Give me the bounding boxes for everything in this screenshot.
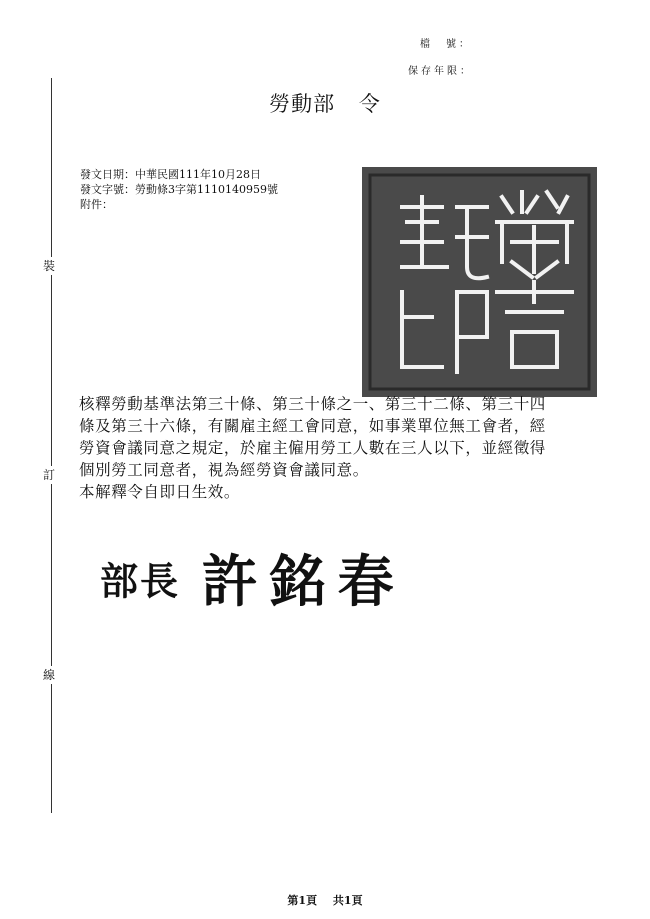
page-title bbox=[0, 88, 650, 118]
file-number-label: 檔 號： bbox=[420, 39, 472, 50]
binding-line bbox=[51, 78, 52, 813]
retention-period-label: 保存年限： bbox=[408, 66, 473, 77]
official-seal bbox=[362, 167, 597, 397]
body-line: 個別勞工同意者，視為經勞資會議同意。 bbox=[79, 461, 369, 479]
seal-graphic bbox=[362, 167, 597, 397]
signature-name: 許銘春 bbox=[201, 550, 406, 615]
page-footer bbox=[0, 892, 650, 908]
signature-role: 部長 bbox=[100, 559, 181, 604]
order-body bbox=[79, 393, 609, 503]
issue-date: 發文日期：中華民國111年10月28日 bbox=[80, 168, 261, 181]
body-line: 勞資會議同意之規定，於雇主僱用勞工人數在三人以下，並經徵得 bbox=[79, 439, 546, 457]
attachment-label: 附件： bbox=[80, 198, 113, 211]
page-number: 第1頁 bbox=[287, 894, 318, 907]
binding-char-xian: 線 bbox=[40, 666, 58, 684]
minister-signature bbox=[100, 538, 406, 618]
document-type: 令 bbox=[358, 92, 381, 116]
body-line: 本解釋令自即日生效。 bbox=[79, 483, 241, 501]
binding-char-zhuang: 裝 bbox=[40, 257, 58, 275]
total-pages: 共1頁 bbox=[332, 894, 363, 907]
body-line: 核釋勞動基準法第三十條、第三十條之一、第三十二條、第三十四 bbox=[79, 395, 546, 413]
issuing-agency: 勞動部 bbox=[269, 92, 336, 116]
body-line: 條及第三十六條，有關雇主經工會同意，如事業單位無工會者，經 bbox=[79, 417, 546, 435]
document-number: 發文字號：勞動條3字第1110140959號 bbox=[80, 183, 278, 196]
binding-char-ding: 訂 bbox=[40, 466, 58, 484]
